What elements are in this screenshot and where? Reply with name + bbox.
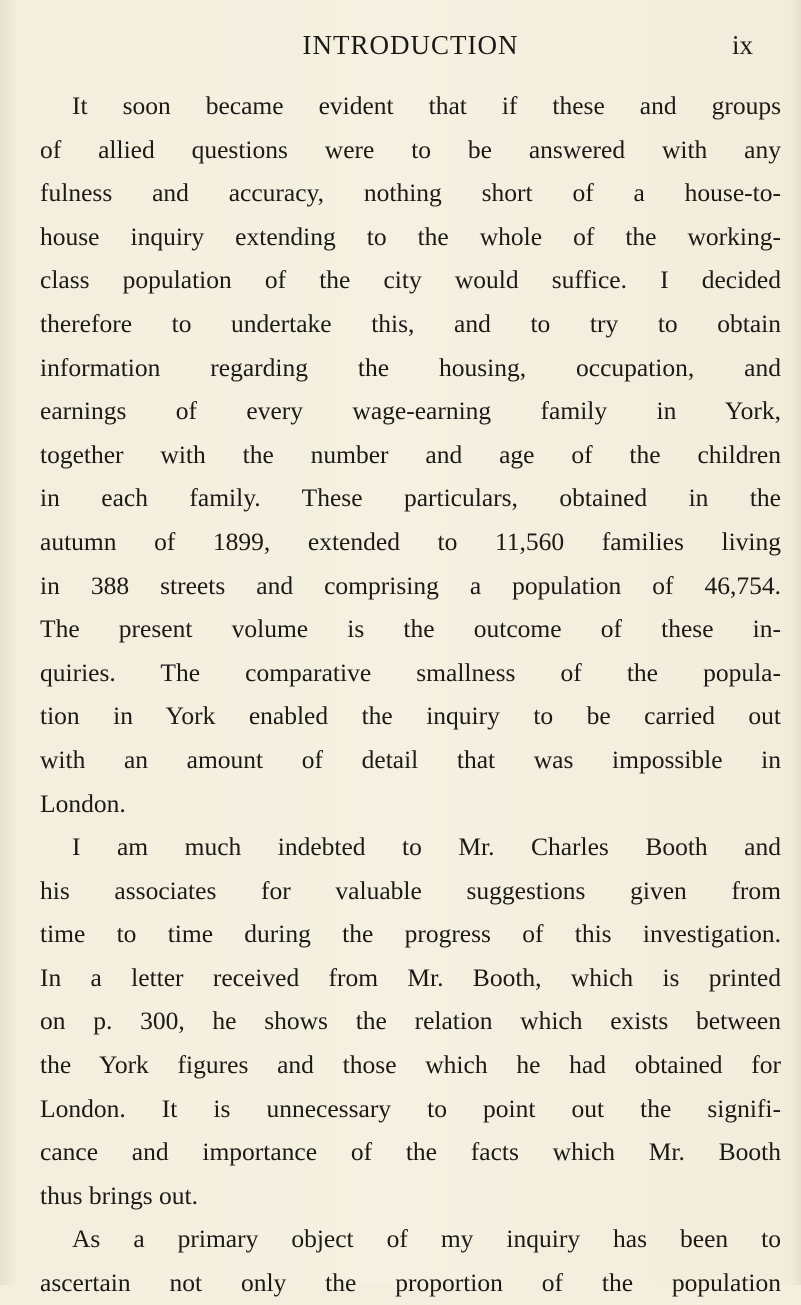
text-line: information regarding the housing, occupation, and xyxy=(40,352,781,382)
running-head xyxy=(40,30,781,70)
text-line: cance and importance of the facts which Mr. Booth xyxy=(40,1137,781,1167)
text-line: house inquiry extending to the whole of the working- xyxy=(40,221,781,251)
text-line: together with the number and age of the children xyxy=(40,439,781,469)
text-line: his associates for valuable suggestions given from xyxy=(40,875,781,905)
page-number: ix xyxy=(731,30,753,60)
text-line: class population of the city would suffice. I decided xyxy=(40,265,781,295)
text-line: As a primary object of my inquiry has been to xyxy=(72,1224,781,1254)
text-line: time to time during the progress of this investigation. xyxy=(40,919,781,949)
text-line: in each family. These particulars, obtained in the xyxy=(40,483,781,513)
paragraph-primary-object xyxy=(40,1217,781,1304)
text-line: The present volume is the outcome of these in- xyxy=(40,614,781,644)
text-line: tion in York enabled the inquiry to be carried out xyxy=(40,701,781,731)
text-line: ascertain not only the proportion of the population xyxy=(40,1268,781,1298)
text-line: I am much indebted to Mr. Charles Booth and xyxy=(72,832,781,862)
text-line: earnings of every wage-earning family in York, xyxy=(40,396,781,426)
text-line: therefore to undertake this, and to try to obtain xyxy=(40,308,781,338)
text-line: London. It is unnecessary to point out the signifi- xyxy=(40,1093,781,1123)
paragraph-acknowledgement xyxy=(40,825,781,1217)
text-line: on p. 300, he shows the relation which exists between xyxy=(40,1006,781,1036)
text-line: with an amount of detail that was impossible in xyxy=(40,744,781,774)
text-line: in 388 streets and comprising a population of 46,754. xyxy=(40,570,781,600)
text-line: of allied questions were to be answered with any xyxy=(40,134,781,164)
running-head-title: INTRODUCTION xyxy=(302,30,519,60)
text-line: fulness and accuracy, nothing short of a house-to- xyxy=(40,178,781,208)
text-line: London. xyxy=(40,788,126,818)
text-line: quiries. The comparative smallness of the popula- xyxy=(40,657,781,687)
text-line: In a letter received from Mr. Booth, which is printed xyxy=(40,962,781,992)
text-line: thus brings out. xyxy=(40,1180,198,1210)
text-line: the York figures and those which he had obtained for xyxy=(40,1050,781,1080)
text-line: autumn of 1899, extended to 11,560 families living xyxy=(40,526,781,556)
text-line: It soon became evident that if these and groups xyxy=(72,91,781,120)
paragraph-survey xyxy=(40,84,781,825)
